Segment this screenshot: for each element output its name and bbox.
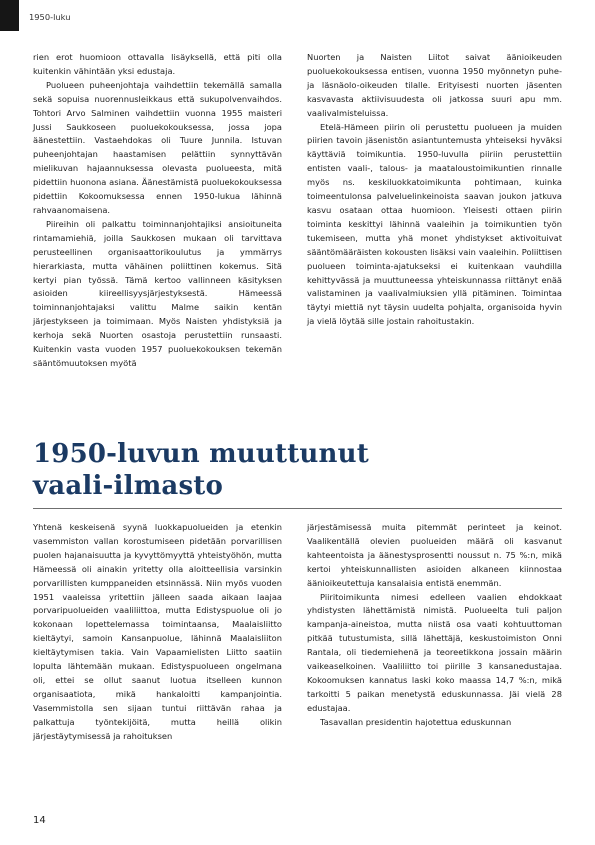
corner-marker [0, 0, 19, 31]
section-divider [33, 508, 562, 509]
top-left-column [33, 51, 282, 371]
paragraph: rien erot huomioon ottavalla lisäyksellä, että piti olla kuitenkin vähintään yksi edustaja. [33, 52, 282, 76]
paragraph: järjestämisessä muita pitemmät perinteet ja keinot. Vaalikentällä olevien puolueiden määrä oli kasvanut kahteentoista ja äänestysprosentti noussut n. 75 %:n, mikä kertoi yhteiskunnallisten asioiden alkaneen kiinnostaa äänioikeutettuja kansalaisia entistä enemmän. [307, 522, 562, 588]
paragraph: Etelä-Hämeen piirin oli perustettu puolueen ja muiden piirien tavoin jäsenistön asiantuntemusta yhteiseksi hyväksi käyttäviä toimikuntia. 1950-luvulla piiriin perustettiin entisten vaali-, talous- ja maataloustoimikuntien rinnalle myös ns. keskiluokkatoimikunta pohtimaan, kuinka toimeentulonsa palveluelinkeinoista saavan joukon jatkuva kasvu osataan ottaa huomioon. Yleisesti ottaen piirin toiminta keskittyi lähinnä vaaleihin ja toimikuntien työn tukemiseen, mutta yhä monet yhdistykset aktivoituivat sääntömääräisten kokousten lisäksi vain vaaleihin. Poliittisen puolueen toiminta-ajatukseksi ei kuitenkaan vauhdilla kehittyvässä ja muuttuneessa yhteiskunnassa riittänyt enää valistaminen ja vaalivalmiuksien yllä pitäminen. Toimintaa täytyi miettiä nyt täysin uudelta pohjalta, organisoida hyvin ja vielä löytää sille jostain rahoitustakin. [307, 121, 562, 327]
section-heading-line-1: 1950-luvun muuttunut [33, 439, 369, 469]
top-right-column [307, 51, 562, 329]
bottom-left-column [33, 521, 282, 744]
paragraph: Tasavallan presidentin hajotettua eduskunnan [320, 716, 512, 727]
paragraph: Piireihin oli palkattu toiminnanjohtajiksi ansioituneita rintamamiehiä, joilla Saukkosen mukaan oli tarvittava perusteellinen organisaattorikoulutus ja ymmärrys hierarkiasta, mutta vähäinen poliittinen kokemus. Sitä kertyi pian työssä. Tämä kertoo vallinneen käsityksen asioiden kiireellisyysjärjestyksestä. Hämeessä toiminnanjohtajaksi valittu Malme saikin kentän järjestykseen ja toimimaan. Myös Naisten yhdistyksiä ja kerhoja sekä Nuorten osastoja perustettiin runsaasti. Kuitenkin vasta vuoden 1957 puoluekokouksen tekemän sääntömuutoksen myötä [33, 218, 282, 368]
paragraph: Piiritoimikunta nimesi edelleen vaalien ehdokkaat yhdistysten lähettämistä nimistä. Puolueelta tuli paljon kampanja-aineistoa, mutta niistä osa vaati kohtuuttoman pitkää tutustumista, sillä lähettäjä, keskustoimiston Onni Rantala, oli tiedemiehenä ja teoreetikkona jossain määrin vaikeaselkoinen. Vaaliliitto toi piirille 3 kansanedustajaa. Kokoomuksen kannatus laski koko maassa 14,7 %:n, mikä tarkoitti 5 paikan menetystä eduskunnassa. Jäi vielä 28 edustajaa. [307, 591, 562, 713]
paragraph: Nuorten ja Naisten Liitot saivat äänioikeuden puoluekokouksessa entisen, vuonna 1950 myönnetyn puhe- ja läsnäolo-oikeuden tilalle. Erityisesti nuorten jäsenten kasvavasta aktiivisuudesta oli jatkossa suuri apu mm. vaalivalmisteluissa. [307, 52, 562, 118]
running-head: 1950-luku [29, 12, 71, 22]
page-number: 14 [33, 815, 46, 826]
paragraph: Yhtenä keskeisenä syynä luokkapuolueiden ja etenkin vasemmiston vallan korostumiseen pidetään porvarillisen puolen hajanaisuutta ja kyvyttömyyttä yhteistyöhön, mutta Hämeessä oli ainakin yritetty olla aloitteellisia varsinkin porvarillisten kumppaneiden etsinnässä. Niin myös vuoden 1951 vaaleissa yritettiin jälleen saada aikaan laajaa porvaripuolueiden vaaliliittoa, mutta Edistyspuolue oli jo kokonaan lopettelemassa toimintaansa, Maalaisliitto kieltäytyi, samoin Kansanpuolue, lähinnä Maalaisliiton kieltäytymisen takia. Vain Vapaamielisten Liitto saatiin lopulta lähtemään mukaan. Edistyspuolueen ongelmana oli, ettei se ollut saanut luotua itselleen kunnon organisaatiota, mikä hankaloitti kampanjointia. Vasemmistolla sen sijaan tuntui riittävän rahaa ja palkattuja työntekijöitä, mutta heillä olikin järjestäytymisessä ja rahoituksen [33, 522, 282, 741]
section-heading [33, 438, 513, 502]
bottom-right-column [307, 521, 562, 730]
section-heading-line-2: vaali-ilmasto [33, 471, 224, 501]
paragraph: Puolueen puheenjohtaja vaihdettiin tekemällä samalla sekä sopuisa nuorennusleikkaus että sukupolvenvaihdos. Tohtori Arvo Salminen vaihdettiin vuonna 1955 maisteri Jussi Saukkoseen puoluekokouksessa, jossa jopa äänestettiin. Vastaehdokas oli Tuure Junnila. Istuvan puheenjohtajan haastamisen pelättiin synnyttävän mielikuvan hajaannuksessa olevasta puolueesta, mitä pidettiin huonona asiana. Äänestämistä puoluekokouksessa pidettiin Kokoomuksessa ennen 1950-lukua lähinnä rahvaanomaisena. [33, 79, 282, 215]
